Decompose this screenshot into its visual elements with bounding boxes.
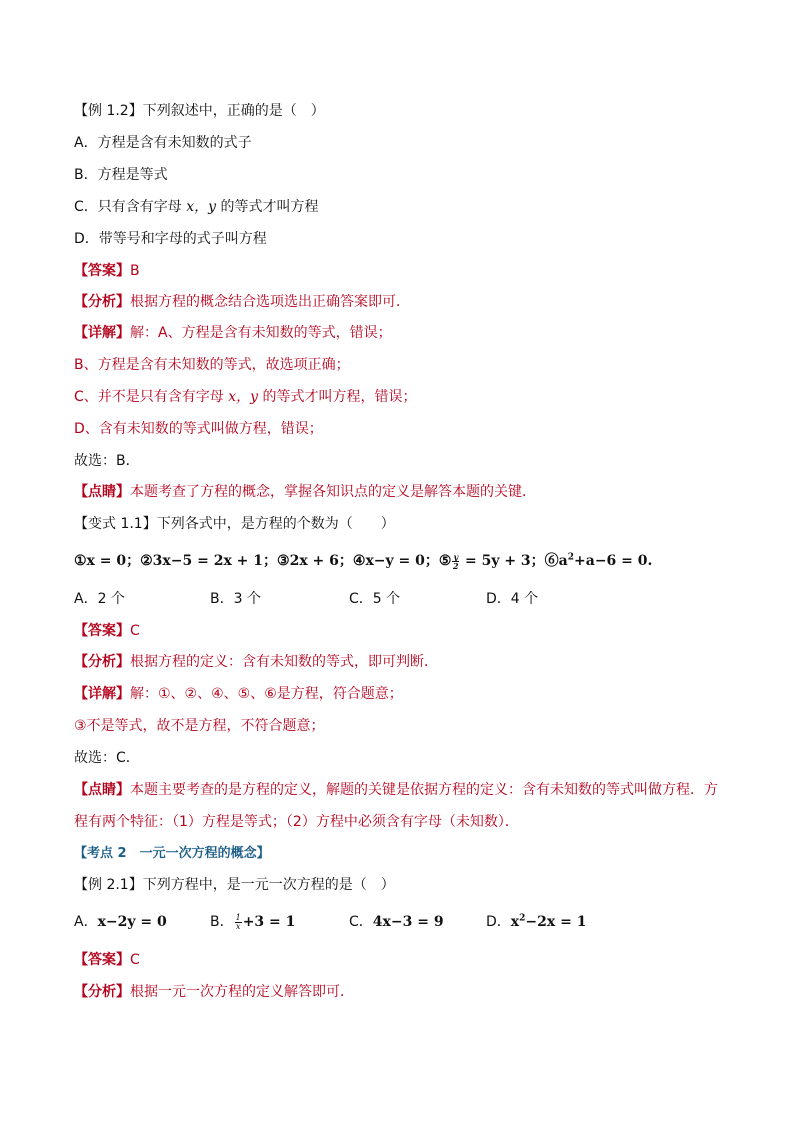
option-math-sup: 2 [519, 913, 526, 924]
option-math-post: −2x = 1 [525, 914, 587, 930]
var11-analysis [74, 652, 438, 672]
ex12-option-c-post: 的等式才叫方程 [216, 199, 319, 215]
detail-text: 解：A、方程是含有未知数的等式，错误； [130, 325, 392, 341]
var11-detail-2: ③不是等式，故不是方程，不符合题意； [74, 718, 325, 734]
ex21-options [74, 912, 714, 932]
ex21-stem: 【例 2.1】下列方程中，是一元一次方程的是（ ） [74, 877, 395, 893]
ex12-option-c-pre: C．只有含有字母 [74, 199, 187, 215]
var11-option-b: B．3 个 [210, 591, 261, 607]
analysis-tag: 【分析】 [74, 984, 130, 1000]
option-label: C． [349, 914, 373, 930]
ex12-comment [74, 482, 536, 502]
detail-3-vars: x，y [228, 389, 259, 405]
answer-value: B [130, 263, 140, 279]
ex12-detail-4: D、含有未知数的等式叫做方程，错误； [74, 421, 323, 437]
ex21-option-b [210, 912, 295, 932]
option-math: +3 = 1 [242, 914, 296, 930]
ex12-option-c [74, 197, 319, 217]
option-math: 4x−3 = 9 [372, 914, 444, 930]
var11-options [74, 589, 714, 609]
answer-tag: 【答案】 [74, 952, 130, 968]
ex12-choose: 故选：B． [74, 453, 140, 469]
ex21-option-d [486, 912, 586, 932]
ex12-option-b: B．方程是等式 [74, 167, 168, 183]
eq-4: ④x−y = 0； [352, 553, 439, 569]
ex12-option-d: D．带等号和字母的式子叫方程 [74, 231, 267, 247]
var11-option-a: A．2 个 [74, 591, 125, 607]
analysis-text: 根据一元一次方程的定义解答即可． [130, 984, 354, 1000]
var11-equations [74, 551, 652, 571]
analysis-tag: 【分析】 [74, 654, 130, 670]
ex12-detail-2: B、方程是含有未知数的等式，故选项正确； [74, 357, 350, 373]
ex12-detail-1 [74, 323, 392, 343]
var11-choose: 故选：C． [74, 750, 140, 766]
eq-5-denominator: 2 [452, 560, 459, 571]
option-label: A． [74, 914, 98, 930]
answer-tag: 【答案】 [74, 263, 130, 279]
detail-3-post: 的等式才叫方程，错误； [258, 389, 417, 405]
detail-text: 解：①、②、④、⑤、⑥是方程，符合题意； [130, 686, 403, 702]
option-label: B． [210, 914, 234, 930]
eq-5-numerator: y [453, 551, 459, 562]
eq-1: ①x = 0； [74, 553, 141, 569]
eq-5-post: = 5y + 3； [460, 553, 545, 569]
eq-6-post: +a−6 = 0. [574, 553, 653, 569]
comment-tag: 【点睛】 [74, 782, 130, 798]
ex21-b-fraction [235, 914, 242, 931]
detail-tag: 【详解】 [74, 325, 130, 341]
answer-tag: 【答案】 [74, 623, 130, 639]
eq-2: ②3x−5 = 2x + 1； [140, 553, 278, 569]
ex12-option-a: A．方程是含有未知数的式子 [74, 135, 252, 151]
var11-option-d: D．4 个 [486, 591, 539, 607]
analysis-text: 根据方程的概念结合选项选出正确答案即可． [130, 294, 410, 310]
var11-option-c: C．5 个 [349, 591, 401, 607]
ex12-detail-3 [74, 387, 417, 407]
option-label: D． [486, 914, 511, 930]
analysis-text: 根据方程的定义：含有未知数的等式，即可判断． [130, 654, 438, 670]
eq-6-sup: 2 [567, 552, 575, 563]
eq-5-fraction [452, 553, 459, 570]
ex21-option-a [74, 912, 167, 932]
answer-value: C [130, 952, 140, 968]
var11-answer [74, 621, 140, 641]
comment-tag: 【点睛】 [74, 484, 130, 500]
eq-6-pre: ⑥a [544, 553, 568, 569]
comment-text: 本题考查了方程的概念，掌握各知识点的定义是解答本题的关键． [130, 484, 536, 500]
var11-detail-1 [74, 684, 403, 704]
ex12-analysis [74, 292, 410, 312]
eq-5-pre: ⑤ [438, 553, 452, 569]
detail-3-pre: C、并不是只有含有字母 [74, 389, 229, 405]
ex12-stem: 【例 1.2】下列叙述中，正确的是（ ） [74, 103, 325, 119]
ex21-analysis [74, 982, 354, 1002]
var11-stem: 【变式 1.1】下列各式中，是方程的个数为（ ） [74, 516, 395, 532]
eq-3: ③2x + 6； [277, 553, 353, 569]
option-math: x−2y = 0 [97, 914, 167, 930]
var11-comment-1 [74, 780, 718, 800]
ex12-answer [74, 261, 140, 281]
ex21-b-denominator: x [235, 921, 241, 931]
option-math-pre: x [510, 914, 520, 930]
ex21-b-numerator: 1 [235, 912, 241, 922]
analysis-tag: 【分析】 [74, 294, 130, 310]
var11-comment-2: 程有两个特征：（1）方程是等式；（2）方程中必须含有字母（未知数）． [74, 814, 519, 830]
answer-value: C [130, 623, 140, 639]
section-heading: 【考点 2 一元一次方程的概念】 [74, 846, 270, 861]
comment-text-1: 本题主要考查的是方程的定义，解题的关键是依据方程的定义：含有未知数的等式叫做方程．方 [130, 782, 718, 798]
detail-tag: 【详解】 [74, 686, 130, 702]
ex21-option-c [349, 912, 444, 932]
ex21-answer [74, 950, 140, 970]
ex12-option-c-vars: x，y [186, 199, 217, 215]
